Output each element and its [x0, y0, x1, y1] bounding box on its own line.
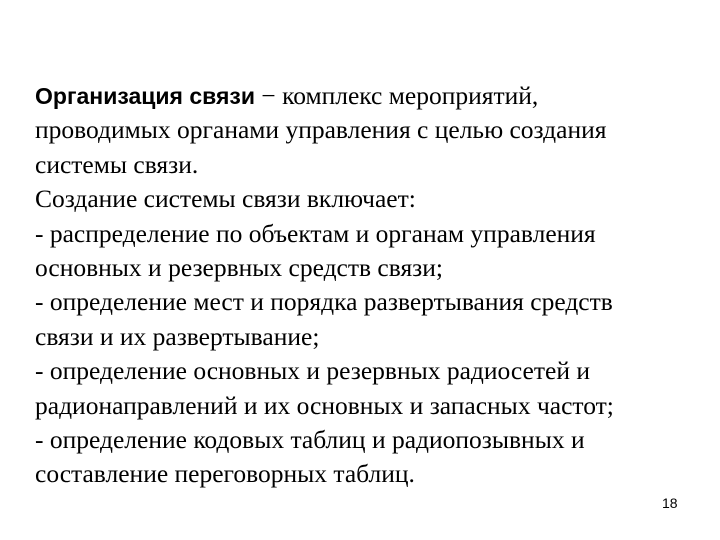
list-item-2-line-2: связи и их развертывание; — [35, 321, 320, 351]
list-item-3-line-1: - определение основных и резервных радиосетей и — [35, 356, 590, 386]
definition-line-1 — [35, 79, 705, 113]
list-item-4-line-1: - определение кодовых таблиц и радиопозывных и — [35, 425, 585, 455]
list-item-2-line-1: - определение мест и порядка развертывания средств — [35, 287, 613, 317]
page-number: 18 — [662, 495, 678, 511]
slide-body-text — [35, 79, 705, 492]
includes-heading: Создание системы связи включает: — [35, 184, 416, 214]
definition-line-3: системы связи. — [35, 149, 199, 179]
list-item-1-line-1: - распределение по объектам и органам управления — [35, 218, 596, 248]
definition-text: − комплекс мероприятий, — [254, 81, 539, 110]
list-item-1-line-2: основных и резервных средств связи; — [35, 253, 443, 283]
list-item-4-line-2: составление переговорных таблиц. — [35, 459, 415, 489]
list-item-3-line-2: радионаправлений и их основных и запасных частот; — [35, 390, 614, 420]
definition-line-2: проводимых органами управления с целью создания — [35, 115, 607, 145]
definition-term: Организация связи — [35, 83, 255, 109]
